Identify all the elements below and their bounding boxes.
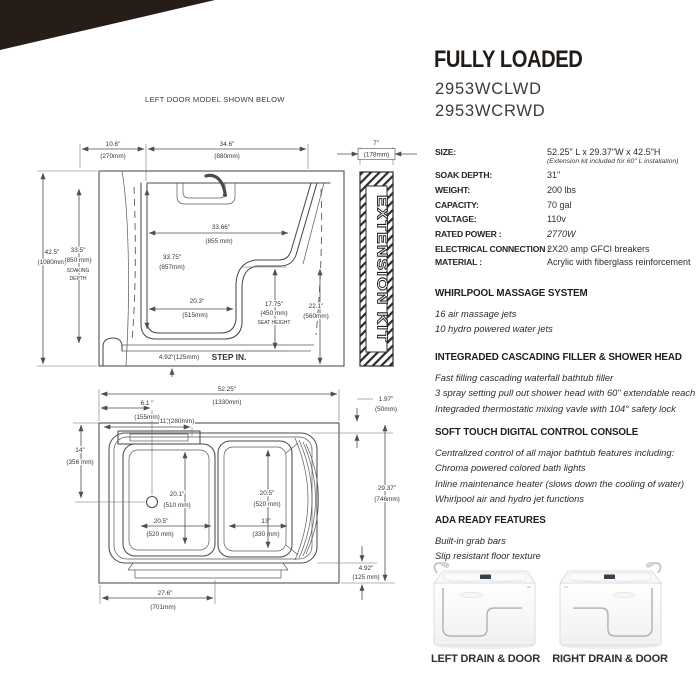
dim-skirt-in: 27.6" [157, 590, 173, 597]
section-heading: SOFT TOUCH DIGITAL CONTROL CONSOLE [435, 427, 639, 438]
dim-seat-in: 17.75" [264, 301, 284, 308]
dim-int-width-in: 33.66" [211, 224, 231, 231]
spec-row-material [435, 257, 697, 271]
dim-int-height-mm: (857mm) [159, 264, 185, 271]
dim-floor-len-mm: (510 mm) [163, 502, 191, 509]
feature-item: Centralized control of all major bathtub features including: [435, 447, 675, 458]
dim-door-width: 11"(280mm) [159, 418, 195, 425]
spec-label: SOAK DEPTH: [435, 170, 493, 180]
model-number-left-drain: 2953WCLWD [435, 80, 542, 98]
right-drain-label: RIGHT DRAIN & DOOR [552, 653, 668, 665]
feature-item: Chroma powered colored bath lights [435, 462, 586, 474]
spec-size-note: (Extension kit included for 60" L installation) [547, 158, 679, 165]
dim-length-mm: (1330mm) [212, 399, 242, 406]
dim-rim-in: 1.97" [378, 396, 394, 403]
dim-soak-word2: DEPTH [69, 276, 87, 282]
dim-skirt-mm: (701mm) [150, 604, 176, 611]
section-whirlpool [435, 288, 699, 337]
model-number-right-drain: 2953WCRWD [435, 102, 546, 120]
spec-row-capacity [435, 200, 697, 214]
feature-item: Integraded thermostatic mixing vavle with 104° safety lock [435, 402, 676, 414]
dim-seat-mm: (450 mm) [260, 310, 288, 317]
spec-value: 110v [547, 214, 566, 224]
spec-value: 200 lbs [547, 185, 577, 195]
dim-offset-in: 6.1 " [140, 400, 154, 407]
dim-step-in: 4.92"(125mm) [158, 354, 200, 361]
corner-triangle-decoration [0, 0, 216, 52]
dim-seat-wid-in: 20.5" [259, 490, 275, 497]
dim-seat-wid-mm: (520 mm) [253, 501, 281, 508]
dim-drain-in: 14" [75, 447, 85, 454]
section-heading: WHIRLPOOL MASSAGE SYSTEM [435, 288, 588, 299]
plan-view-diagram [55, 378, 430, 648]
spec-label: MATERIAL : [435, 257, 482, 267]
feature-item: 3 spray setting pull out shower head with 60" extendable reach [435, 387, 696, 399]
feature-item: 16 air massage jets [435, 308, 517, 319]
dim-ext-mm: (178mm) [363, 151, 390, 159]
dim-int-height-in: 33.75" [162, 254, 182, 261]
feature-item: Whirlpool air and hydro jet functions [435, 493, 585, 505]
feature-item: Slip resistant floor texture [435, 550, 541, 562]
step-in-label: STEP IN. [211, 352, 247, 362]
section-filler-shower [435, 352, 699, 416]
spec-label: WEIGHT: [435, 185, 470, 195]
front-tub-outline [99, 171, 344, 366]
spec-value: 52.25" L x 29.37"W x 42.5"H [547, 147, 661, 157]
feature-item: Inline maintenance heater (slows down the cooling of water) [435, 477, 685, 489]
diagram-note: LEFT DOOR MODEL SHOWN BELOW [145, 95, 285, 104]
dim-soak-word1: SOAKING [66, 268, 90, 274]
feature-item: Built-in grab bars [435, 535, 506, 546]
section-ada-features [435, 515, 699, 564]
spec-row-rated-power [435, 229, 697, 243]
dim-soak-mm: (850 mm) [64, 257, 92, 264]
dim-floor-mm: (515mm) [182, 312, 208, 319]
dim-base-in: 4.92" [358, 565, 374, 572]
dim-floor-in: 20.3" [189, 298, 205, 305]
spec-row-soak-depth [435, 170, 697, 184]
dim-seat-out-mm: (560mm) [303, 313, 329, 320]
dim-floor-wid-in: 20.5" [153, 518, 169, 525]
dim-base-mm: (125 mm) [352, 574, 380, 581]
dim-offset-mm: (155mm) [134, 414, 160, 421]
section-heading: ADA READY FEATURES [435, 515, 546, 526]
spec-row-electrical [435, 244, 697, 258]
dim-height-mm: (1080mm) [37, 259, 67, 266]
spec-value: Acrylic with fiberglass reinforcement [547, 257, 691, 267]
page-title: FULLY LOADED [434, 46, 583, 73]
section-control-console [435, 427, 699, 507]
dim-floor-wid-mm: (520 mm) [146, 531, 174, 538]
extension-kit-label: EXTENSION KIT [373, 195, 390, 320]
dim-drain-mm: (356 mm) [66, 459, 94, 466]
dim-ext-in: 7" [373, 140, 379, 147]
dim-seat-word: SEAT HEIGHT [257, 320, 291, 326]
feature-item: Fast filling cascading waterfall bathtub filler [435, 372, 614, 383]
dim-length-in: 52.25" [217, 386, 237, 393]
left-drain-tub-image [428, 562, 543, 650]
dim-height-in: 42.5" [44, 249, 60, 256]
dim-int-width-mm: (855 mm) [205, 238, 233, 245]
left-drain-label: LEFT DRAIN & DOOR [430, 653, 541, 665]
dim-floor-len-in: 20.1" [169, 491, 185, 498]
spec-label: SIZE: [435, 147, 456, 157]
dim-seat-len-in: 13" [261, 518, 271, 525]
spec-row-size [435, 147, 697, 165]
dim-seat-out-in: 22.1" [308, 303, 324, 310]
section-heading: INTEGRADED CASCADING FILLER & SHOWER HEAD [435, 352, 682, 363]
plan-tub-outline [75, 410, 339, 583]
spec-label: ELECTRICAL CONNECTION : [435, 244, 551, 254]
front-view-diagram [25, 135, 420, 377]
dim-door-top-in: 10.6" [105, 141, 121, 148]
dim-width-in: 29.37" [377, 485, 397, 492]
spec-row-weight [435, 185, 697, 199]
right-drain-tub-image [552, 562, 667, 650]
extension-kit-strip [360, 172, 393, 366]
spec-label: VOLTAGE: [435, 214, 477, 224]
spec-value: 70 gal [547, 200, 572, 210]
dim-soak-in: 33.5" [70, 247, 86, 254]
feature-item: 10 hydro powered water jets [435, 323, 553, 335]
dim-deck-top-in: 34.6" [219, 141, 235, 148]
spec-value: 2X20 amp GFCI breakers [547, 244, 650, 254]
spec-label: RATED POWER : [435, 229, 502, 239]
spec-value: 2770W [547, 229, 576, 239]
dim-seat-len-mm: (330 mm) [252, 531, 280, 538]
dim-rim-mm: (50mm) [374, 406, 398, 413]
dim-deck-top-mm: (880mm) [214, 153, 240, 160]
dim-door-top-mm: (270mm) [100, 153, 126, 160]
spec-row-voltage [435, 214, 697, 228]
spec-label: CAPACITY: [435, 200, 479, 210]
plan-dimensions [66, 386, 399, 611]
spec-value: 31" [547, 170, 561, 180]
dim-width-mm: (746mm) [374, 496, 400, 503]
